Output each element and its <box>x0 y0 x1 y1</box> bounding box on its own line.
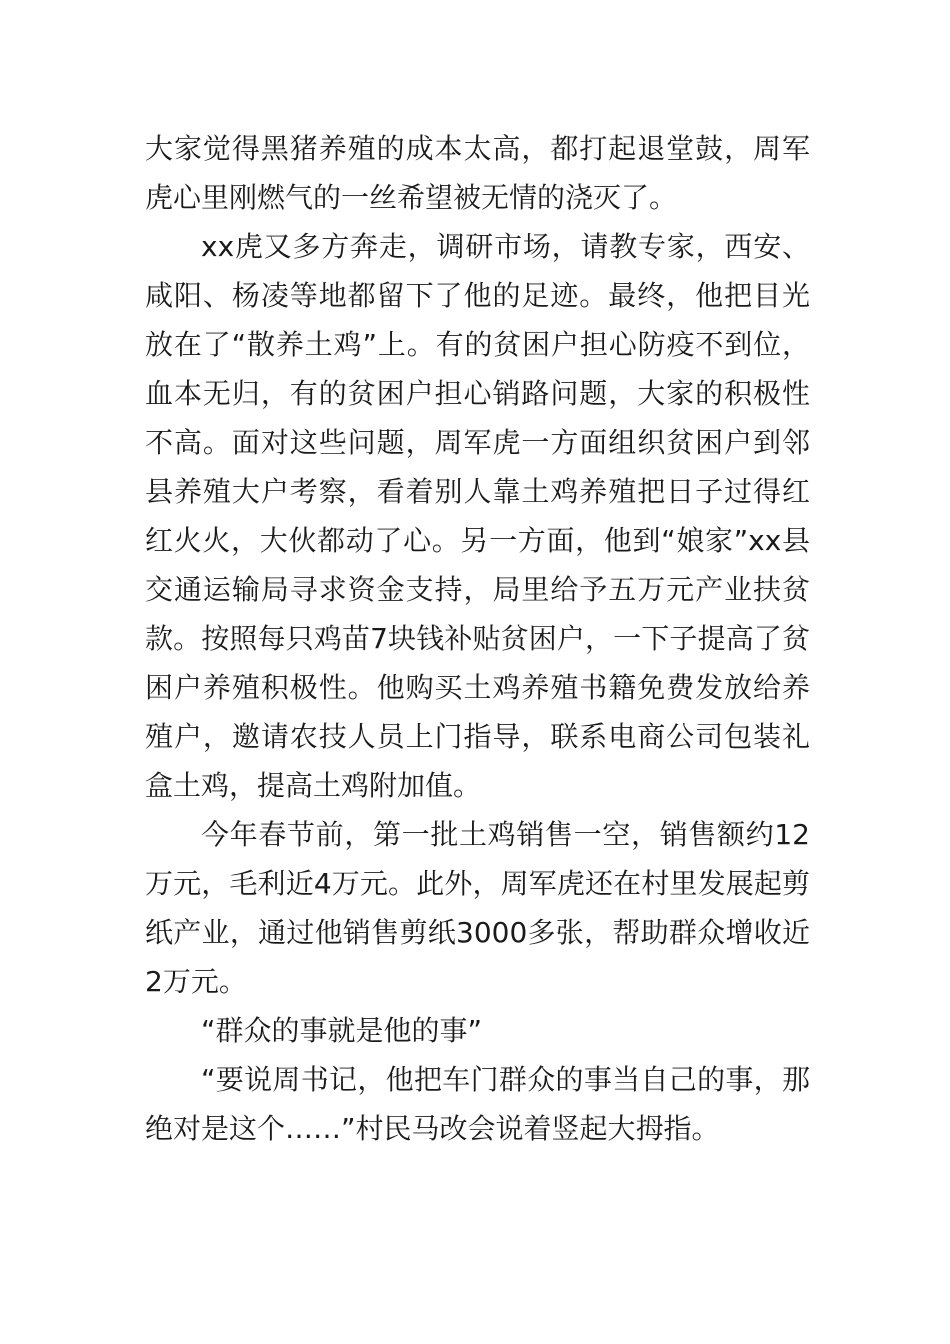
paragraph-3: 今年春节前，第一批土鸡销售一空，销售额约12万元，毛利近4万元。此外，周军虎还在村里发展起剪纸产业，通过他销售剪纸3000多张，帮助群众增收近2万元。 <box>145 818 810 998</box>
section-heading: “群众的事就是他的事” <box>201 1014 483 1047</box>
document-body <box>145 124 810 1153</box>
paragraph-2: xx虎又多方奔走，调研市场，请教专家，西安、咸阳、杨凌等地都留下了他的足迹。最终，他把目光放在了“散养土鸡”上。有的贫困户担心防疫不到位，血本无归，有的贫困户担心销路问题，大家的积极性不高。面对这些问题，周军虎一方面组织贫困户到邻县养殖大户考察，看着别人靠土鸡养殖把日子过得红红火火，大伙都动了心。另一方面，他到“娘家”xx县交通运输局寻求资金支持，局里给予五万元产业扶贫款。按照每只鸡苗7块钱补贴贫困户，一下子提高了贫困户养殖积极性。他购买土鸡养殖书籍免费发放给养殖户，邀请农技人员上门指导，联系电商公司包装礼盒土鸡，提高土鸡附加值。 <box>145 230 810 802</box>
paragraph-4: “要说周书记，他把车门群众的事当自己的事，那绝对是这个……”村民马改会说着竖起大拇指。 <box>145 1063 810 1145</box>
paragraph-1: 大家觉得黑猪养殖的成本太高，都打起退堂鼓，周军虎心里刚燃气的一丝希望被无情的浇灭了。 <box>145 132 810 214</box>
